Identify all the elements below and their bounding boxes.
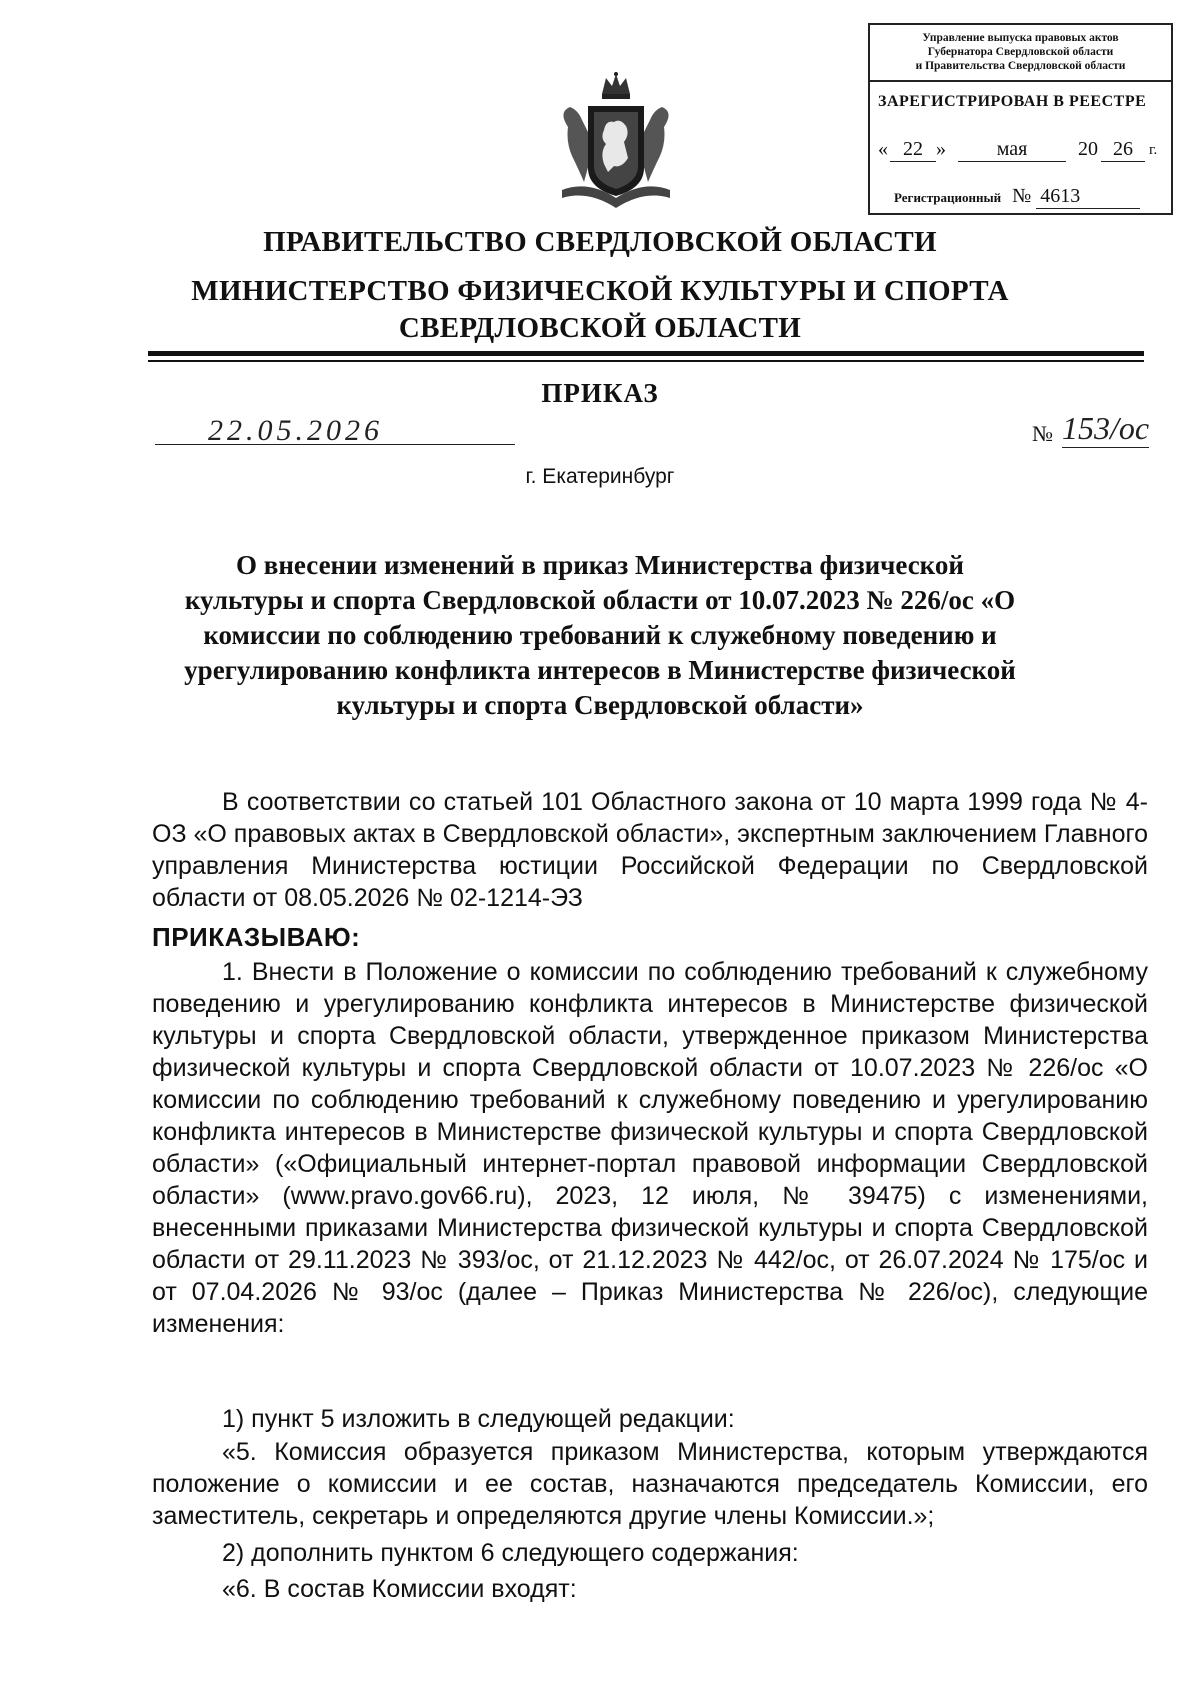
subitem-1: 1) пункт 5 изложить в следующей редакции: [222,1405,735,1433]
ministry-name [0,273,1200,347]
stamp-org-line-2: Губернатора Свердловской области [927,46,1114,58]
header-divider-thin [148,360,1144,362]
stamp-reg-number-row [894,185,1140,209]
stamp-reg-label: Регистрационный [894,190,1002,205]
ministry-name-line-2: СВЕРДЛОВСКОЙ ОБЛАСТИ [398,312,802,344]
document-type: ПРИКАЗ [541,378,659,408]
order-city: г. Екатеринбург [525,465,675,488]
header-divider-thick [148,351,1144,356]
stamp-year-unit: г. [1149,142,1158,158]
stamp-registered-label: ЗАРЕГИСТРИРОВАН В РЕЕСТРЕ [878,93,1147,110]
item-1-paragraph: 1. Внести в Положение о комиссии по соблюдению требований к служебному поведению и урегулированию конфликта интересов в Министерстве физической культуры и спорта Свердловской области, утвержденное приказом Министерства физической культуры и спорта Свердловской области от 10.07.2023 № 226/ос «О комиссии по соблюдению требований к служебному поведению и урегулированию конфликта интересов в Министерстве физической культуры и спорта Свердловской области» («Официальный интернет-портал правовой информации Свердловской области» (www.pravo.gov66.ru), 2023, 12 июля, № 39475) с изменениями, внесенными приказами Министерства физической культуры и спорта Свердловской области от 29.11.2023 № 393/ос, от 21.12.2023 № 442/ос, от 26.07.2024 № 175/ос и от 07.04.2026 № 93/ос (далее – Приказ Министерства № 226/ос), следующие изменения: [152,958,1148,1338]
order-date-handwritten: 22.05.2026 [208,414,383,447]
government-name: ПРАВИТЕЛЬСТВО СВЕРДЛОВСКОЙ ОБЛАСТИ [263,226,937,258]
stamp-org-line-3: и Правительства Свердловской области [915,60,1126,72]
subitem-1-text: «5. Комиссия образуется приказом Министерства, которым утверждаются положение о комиссии и ее состав, назначаются председатель Комиссии, его заместитель, секретарь и определяются другие члены Комиссии.»; [152,1438,1148,1530]
stamp-open-quote: « [878,138,888,160]
registry-stamp [868,23,1173,215]
stamp-reg-number: 4613 [1036,185,1140,209]
stamp-year-suffix: 26 [1101,138,1145,162]
subitem-2-text: «6. В состав Комиссии входят: [222,1575,577,1603]
stamp-num-sign: № [1012,185,1032,207]
order-word: ПРИКАЗЫВАЮ: [152,922,361,952]
preamble-paragraph: В соответствии со статьей 101 Областного закона от 10 марта 1999 года № 4-ОЗ «О правовых актах в Свердловской области», экспертным заключением Главного управления Министерства юстиции Российской Федерации по Свердловской области от 08.05.2026 № 02-1214-ЭЗ [152,788,1148,912]
coat-of-arms-emblem [548,72,684,212]
ministry-name-line-1: МИНИСТЕРСТВО ФИЗИЧЕСКОЙ КУЛЬТУРЫ И СПОРТА [191,275,1009,307]
stamp-org-line-1: Управление выпуска правовых актов [922,32,1119,44]
stamp-month: мая [958,138,1066,162]
stamp-day: 22 [890,138,936,162]
order-number-handwritten: 153/ос [1062,410,1150,446]
stamp-close-quote: » [936,138,946,160]
document-title: О внесении изменений в приказ Министерства физической культуры и спорта Свердловской области от 10.07.2023 № 226/ос «О комиссии по соблюдению требований к служебному поведению и урегулированию конфликта интересов в Министерстве физической культуры и спорта Свердловской области» [184,550,1016,720]
order-number-label: № [1032,421,1053,446]
subitem-2: 2) дополнить пунктом 6 следующего содержания: [222,1539,799,1567]
stamp-organization [870,25,1171,82]
stamp-year-prefix: 20 [1078,138,1098,160]
